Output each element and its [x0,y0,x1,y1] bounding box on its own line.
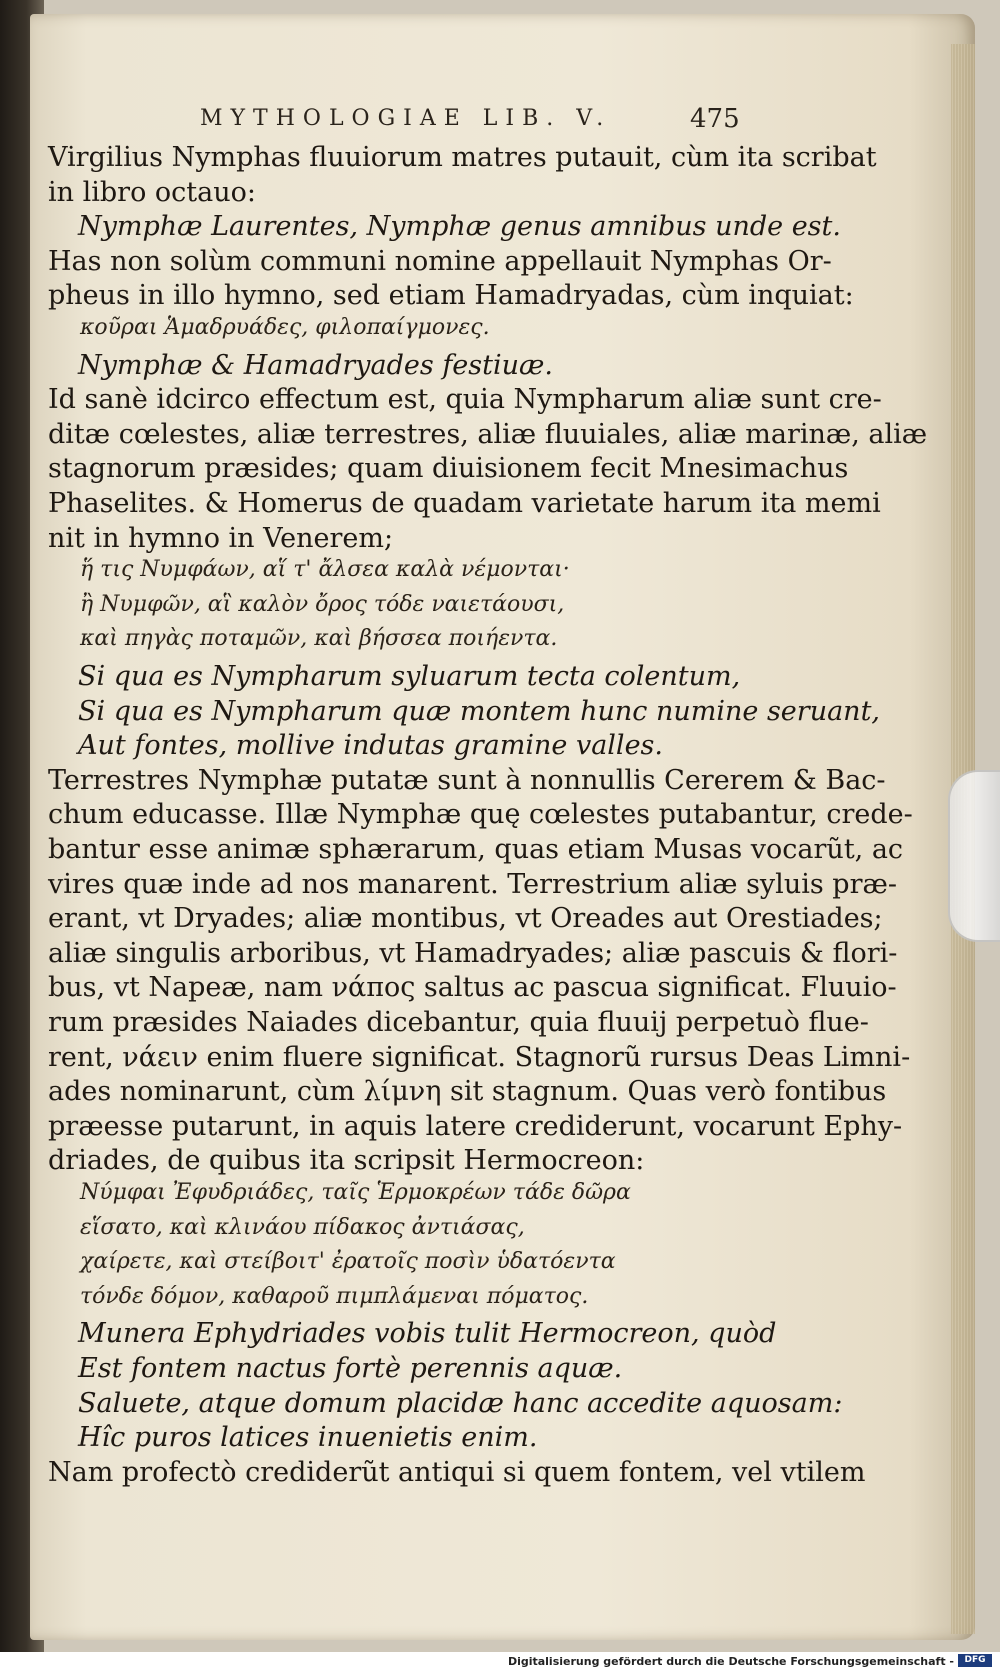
text-line: vires quæ inde ad nos manarent. Terrestrium aliæ syluis præ- [48,868,897,900]
page-clip [948,770,1000,942]
text-line: Si qua es Nympharum quæ montem hunc numine seruant, [78,695,880,727]
text-line: Si qua es Nympharum syluarum tecta colentum, [78,661,741,692]
text-line: ἥ τις Νυμφάων, αἵ τ' ἄλσεα καλὰ νέμονται· [80,557,570,583]
text-line: erant, vt Dryades; aliæ montibus, vt Oreades aut Orestiades; [48,903,883,935]
text-line: ἢ Νυμφῶν, αἳ καλὸν ὄρος τόδε ναιετάουσι, [80,591,565,617]
text-line: Phaselites. & Homerus de quadam varietate harum ita memi [48,488,881,519]
text-line: Νύμφαι Ἐφυδριάδες, ταῖς Ἑρμοκρέων τάδε δῶρα [80,1180,631,1205]
book-page [30,14,975,1640]
text-line: stagnorum præsides; quam diuisionem fecit Mnesimachus [48,453,849,485]
text-line: bus, vt Napeæ, nam νάπος saltus ac pascua significat. Fluuio- [48,972,897,1004]
text-line: in libro octauo: [48,176,256,208]
text-line: ditæ cœlestes, aliæ terrestres, aliæ fluuiales, aliæ marinæ, aliæ [48,418,928,450]
text-line: κοῦραι Ἁμαδρυάδες, φιλοπαίγμονες. [80,315,490,340]
text-line: εἵσατο, καὶ κλινάου πίδακος ἀντιάσας, [80,1214,525,1240]
text-line: Nymphæ & Hamadryades festiuæ. [78,349,553,381]
text-line: χαίρετε, καὶ στείβοιτ' ἐρατοῖς ποσὶν ὑδατόεντα [80,1249,616,1275]
text-line: καὶ πηγὰς ποταμῶν, καὶ βήσσεα ποιήεντα. [80,626,558,652]
text-line: Nymphæ Laurentes, Nymphæ genus amnibus unde est. [78,211,841,243]
text-line: Virgilius Nymphas fluuiorum matres putauit, cùm ita scribat [48,142,877,173]
text-line: Has non solùm communi nomine appellauit Nymphas Or- [48,245,832,277]
text-line: ades nominarunt, cùm λίμνη sit stagnum. Quas verò fontibus [48,1076,887,1108]
text-line: Nam profectò crediderũt antiqui si quem fontem, vel vtilem [48,1456,866,1488]
text-line: chum educasse. Illæ Nymphæ quę cœlestes putabantur, crede- [48,799,913,831]
text-line: aliæ singulis arboribus, vt Hamadryades; aliæ pascuis & flori- [48,937,898,969]
text-line: præesse putarunt, in aquis latere crediderunt, vocarunt Ephy- [48,1110,903,1142]
text-line: Terrestres Nymphæ putatæ sunt à nonnullis Cererem & Bac- [48,764,886,796]
text-line: rum præsides Naiades dicebantur, quia fluuij perpetuò flue- [48,1007,869,1038]
text-line: Aut fontes, mollive indutas gramine valles. [78,730,663,762]
running-head: MYTHOLOGIAE LIB. V. [200,106,612,131]
text-line: rent, νάειν enim fluere significat. Stagnorũ rursus Deas Limni- [48,1041,911,1073]
digitization-credit: Digitalisierung gefördert durch die Deutsche Forschungsgemeinschaft - [507,1655,954,1668]
text-line: Hîc puros latices inuenietis enim. [78,1422,538,1454]
page-text-area [30,14,975,1640]
text-line: bantur esse animæ sphærarum, quas etiam Musas vocarũt, ac [48,834,904,865]
text-line: driades, de quibus ita scripsit Hermocreon: [48,1145,645,1177]
text-line: Est fontem nactus fortè perennis aquæ. [78,1353,623,1384]
dfg-logo: DFG [958,1654,992,1667]
text-line: τόνδε δόμον, καθαροῦ πιμπλάμεναι πόματος. [80,1283,589,1309]
text-line: Saluete, atque domum placidæ hanc accedite aquosam: [78,1387,843,1419]
text-line: nit in hymno in Venerem; [48,522,394,554]
page-number: 475 [690,104,740,134]
text-line: Id sanè idcirco effectum est, quia Nympharum aliæ sunt cre- [48,384,882,416]
text-line: Munera Ephydriades vobis tulit Hermocreon, quòd [78,1318,777,1350]
text-line: pheus in illo hymno, sed etiam Hamadryadas, cùm inquiat: [48,280,854,312]
